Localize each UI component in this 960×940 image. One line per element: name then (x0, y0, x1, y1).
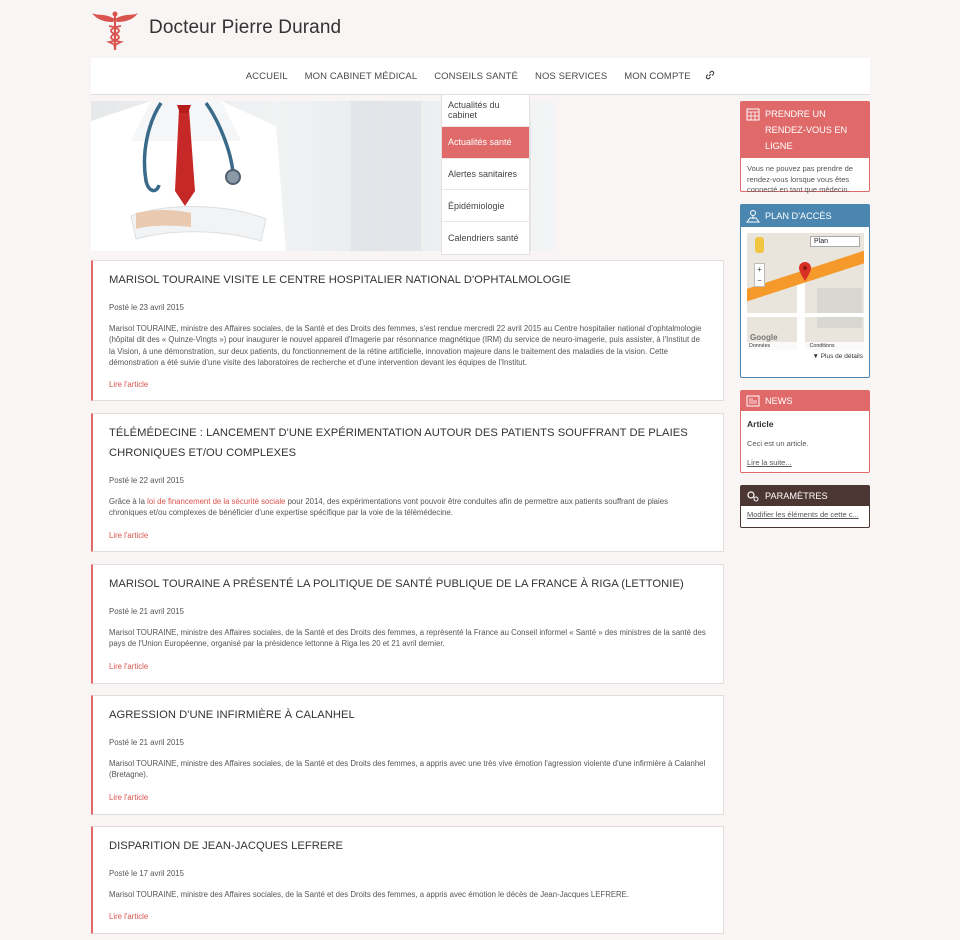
article-date: Posté le 21 avril 2015 (109, 738, 184, 747)
article-title[interactable]: MARISOL TOURAINE VISITE LE CENTRE HOSPITALIER NATIONAL D'OPHTALMOLOGIE (109, 274, 571, 286)
nav-nos-services[interactable]: NOS SERVICES (534, 71, 608, 82)
google-brand: Google (750, 333, 778, 342)
rdv-widget-text: Vous ne pouvez pas prendre de rendez-vous lorsque vous êtes connecté en tant que médecin. (747, 164, 853, 194)
article-body-text: Grâce à la (109, 497, 148, 506)
site-title[interactable]: Docteur Pierre Durand (149, 17, 342, 38)
dropdown-actualites-cabinet[interactable]: Actualités du cabinet (442, 95, 529, 127)
dropdown-calendriers-sante[interactable]: Calendriers santé (448, 233, 519, 244)
rdv-widget (740, 101, 870, 192)
article-card (91, 695, 724, 815)
conseils-sante-dropdown (441, 95, 530, 255)
article-date: Posté le 21 avril 2015 (109, 607, 184, 616)
article-body (109, 496, 707, 519)
map-type-select[interactable]: Plan (810, 236, 860, 247)
news-widget-header (741, 391, 869, 411)
lfss-link[interactable]: loi de financement de la sécurité sociale (147, 497, 286, 506)
article-title[interactable]: AGRESSION D'UNE INFIRMIÈRE À CALANHEL (109, 709, 355, 721)
article-body-text: pour 2014, des expérimentations vont pouvoir être conduites afin de permettre aux patients souffrant de plaies chroniques et/ou complexes de bénéficier d'une expertise spécifique par la voie de la télémédecine. (109, 497, 668, 518)
caduceus-logo-icon (91, 10, 139, 52)
street-view-peg-icon[interactable] (755, 237, 764, 253)
google-map[interactable] (747, 233, 864, 350)
doctor-illustration-icon (91, 101, 291, 251)
news-widget-title: NEWS (765, 396, 793, 406)
map-pin-icon[interactable] (799, 262, 811, 282)
article-card (91, 260, 724, 401)
article-date: Posté le 17 avril 2015 (109, 869, 184, 878)
dropdown-alertes-sanitaires[interactable]: Alertes sanitaires (442, 159, 529, 191)
zoom-in-button[interactable]: + (757, 265, 762, 274)
newspaper-icon (746, 394, 760, 408)
article-title[interactable]: TÉLÉMÉDECINE : LANCEMENT D'UNE EXPÉRIMENTATION AUTOUR DES PATIENTS SOUFFRANT DE PLAIES CHRONIQUES ET/OU COMPLEXES (109, 427, 688, 459)
article-title[interactable]: DISPARITION DE JEAN-JACQUES LEFRERE (109, 840, 344, 852)
map-data-label: Données (749, 343, 771, 349)
dropdown-actualites-sante[interactable]: Actualités santé (442, 127, 529, 159)
article-card (91, 413, 724, 552)
params-widget-header (741, 486, 869, 506)
nav-mon-compte[interactable]: MON COMPTE (624, 71, 691, 82)
params-modify-link[interactable]: Modifier les éléments de cette c... (747, 510, 859, 519)
main-nav (91, 58, 870, 95)
news-widget (740, 390, 870, 473)
read-article-link[interactable]: Lire l'article (109, 912, 149, 922)
article-body: Marisol TOURAINE, ministre des Affaires sociales, de la Santé et des Droits des femmes, a appris avec émotion le décès de Jean-Jacques LEFRERE. (109, 890, 630, 899)
article-date: Posté le 22 avril 2015 (109, 476, 184, 485)
map-zoom-control[interactable] (754, 263, 765, 287)
gears-icon (746, 489, 760, 503)
rdv-widget-header (741, 102, 869, 158)
map-location-icon (746, 209, 760, 223)
article-body: Marisol TOURAINE, ministre des Affaires sociales, de la Santé et des Droits des femmes, a représenté la France au Conseil informel « Santé » des ministres de la santé des pays de l'Union Européenne, organisé par la présidence lettonne à Riga les 20 et 21 avril dernier. (109, 628, 706, 649)
news-article-title[interactable]: Article (747, 419, 774, 429)
read-article-link[interactable]: Lire l'article (109, 530, 149, 540)
news-widget-body (741, 411, 869, 475)
plan-widget (740, 204, 870, 378)
map-terms-link[interactable]: Conditions (809, 343, 835, 349)
map-more-details-link[interactable]: ▼ Plus de détails (812, 353, 863, 360)
read-article-link[interactable]: Lire l'article (109, 380, 149, 390)
zoom-out-button[interactable]: − (757, 276, 762, 285)
news-article-text: Ceci est un article. (747, 438, 809, 448)
plan-widget-title: PLAN D'ACCÈS (765, 211, 832, 221)
article-date: Posté le 23 avril 2015 (109, 303, 184, 312)
params-widget (740, 485, 870, 528)
dropdown-epidemiologie[interactable]: Épidémiologie (442, 190, 529, 222)
map-credits (747, 342, 864, 350)
main-navbar (91, 58, 870, 95)
nav-conseils-sante[interactable]: CONSEILS SANTÉ (434, 71, 518, 82)
params-widget-title: PARAMÈTRES (765, 491, 828, 501)
article-card (91, 826, 724, 934)
calendar-icon (746, 107, 760, 121)
nav-mon-cabinet[interactable]: MON CABINET MÉDICAL (304, 71, 418, 82)
article-body: Marisol TOURAINE, ministre des Affaires sociales, de la Santé et des Droits des femmes, a appris avec une très vive émotion l'agression violente d'une infirmière à Calanhel (Bretagne). (109, 759, 706, 780)
news-read-more-link[interactable]: Lire la suite... (747, 458, 792, 467)
nav-accueil[interactable]: ACCUEIL (245, 71, 288, 82)
article-body: Marisol TOURAINE, ministre des Affaires sociales, de la Santé et des Droits des femmes, s'est rendue mercredi 22 avril 2015 au Centre hospitalier national d'ophtalmologie (hôpital dit des « Quinze-Vingts ») pour inaugurer le nouvel appareil d'Imagerie par résonnance magnétique (IRM) du service de neuro-imagerie, puis assister, à l'Institut de la Vision, à une démonstration, sur deux patients, du fonctionnement de la rétine artificielle, innovation majeure dans le traitement des maladies de la vision. Cette démonstration a été suivie d'une visite des laboratoires de recherche et d'une intervention devant les équipes de l'Institut. (109, 324, 702, 367)
article-title[interactable]: MARISOL TOURAINE A PRÉSENTÉ LA POLITIQUE DE SANTÉ PUBLIQUE DE LA FRANCE À RIGA (LETTONIE) (109, 578, 684, 590)
read-article-link[interactable]: Lire l'article (109, 661, 149, 671)
link-icon[interactable] (699, 70, 724, 83)
rdv-widget-title: PRENDRE UN RENDEZ-VOUS EN LIGNE (765, 109, 848, 151)
read-article-link[interactable]: Lire l'article (109, 792, 149, 802)
plan-widget-header (741, 205, 869, 227)
article-card (91, 564, 724, 684)
